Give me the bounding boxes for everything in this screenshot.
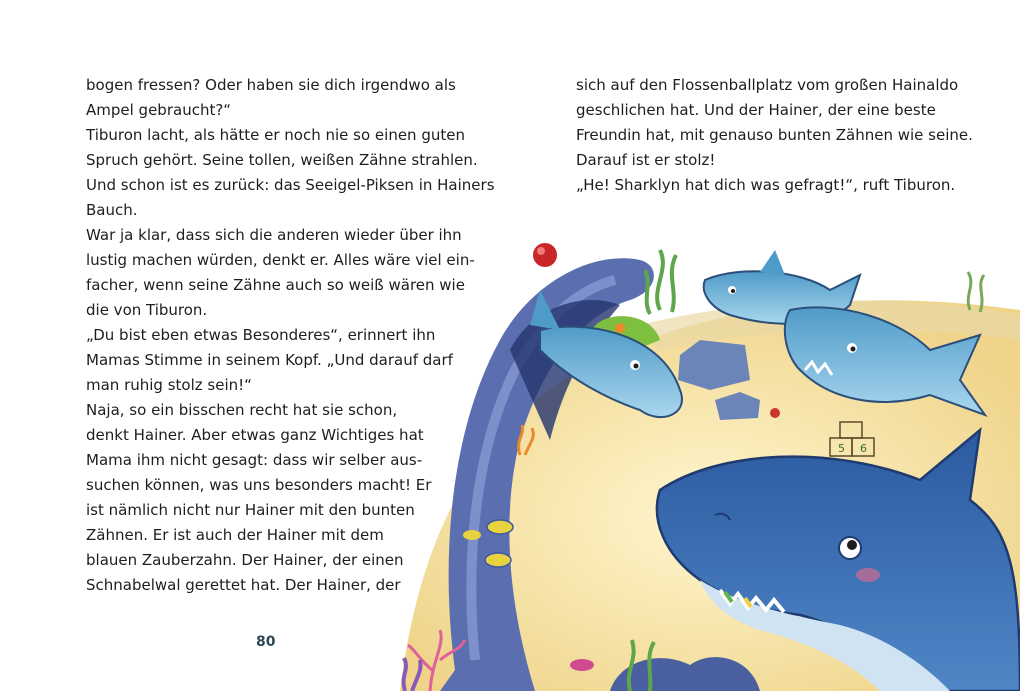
- text-line: Darauf ist er stolz!: [576, 151, 716, 169]
- text-line: lustig machen würden, denkt er. Alles wäre viel ein-: [86, 251, 475, 269]
- page-number: 80: [256, 634, 276, 650]
- text-line: die von Tiburon.: [86, 301, 208, 319]
- text-line: Zähnen. Er ist auch der Hainer mit dem: [86, 526, 384, 544]
- text-line: geschlichen hat. Und der Hainer, der eine beste: [576, 101, 936, 119]
- text-line: man ruhig stolz sein!“: [86, 376, 252, 394]
- text-line: Freundin hat, mit genauso bunten Zähnen wie seine.: [576, 126, 973, 144]
- right-text-column: [576, 73, 973, 198]
- text-line: suchen können, was uns besonders macht! Er: [86, 476, 432, 494]
- text-line: bogen fressen? Oder haben sie dich irgendwo als: [86, 76, 456, 94]
- crab: [770, 408, 780, 418]
- text-line: „Du bist eben etwas Besonderes“, erinnert ihn: [86, 326, 436, 344]
- text-line: Tiburon lacht, als hätte er noch nie so einen guten: [86, 126, 465, 144]
- text-line: Naja, so ein bisschen recht hat sie schon,: [86, 401, 398, 419]
- red-ball: [533, 243, 557, 267]
- hopscotch-number: 5: [838, 442, 845, 455]
- text-line: Mama ihm nicht gesagt: dass wir selber aus-: [86, 451, 423, 469]
- text-line: facher, wenn seine Zähne auch so weiß wären wie: [86, 276, 465, 294]
- text-line: „He! Sharklyn hat dich was gefragt!“, ruft Tiburon.: [576, 176, 956, 194]
- text-line: Spruch gehört. Seine tollen, weißen Zähne strahlen.: [86, 151, 478, 169]
- text-line: ist nämlich nicht nur Hainer mit den bunten: [86, 501, 415, 519]
- text-line: Ampel gebraucht?“: [86, 101, 232, 119]
- text-line: Schnabelwal gerettet hat. Der Hainer, der: [86, 576, 401, 594]
- text-line: Mamas Stimme in seinem Kopf. „Und darauf darf: [86, 351, 453, 369]
- text-line: War ja klar, dass sich die anderen wieder über ihn: [86, 226, 462, 244]
- hopscotch-number: 6: [860, 442, 867, 455]
- text-line: Bauch.: [86, 201, 138, 219]
- text-line: blauen Zauberzahn. Der Hainer, der einen: [86, 551, 404, 569]
- underwater-shark-illustration: [360, 230, 1020, 691]
- text-line: sich auf den Flossenballplatz vom großen Hainaldo: [576, 76, 959, 94]
- text-line: denkt Hainer. Aber etwas ganz Wichtiges hat: [86, 426, 424, 444]
- small-fish: [570, 659, 594, 671]
- text-line: Und schon ist es zurück: das Seeigel-Piksen in Hainers: [86, 176, 495, 194]
